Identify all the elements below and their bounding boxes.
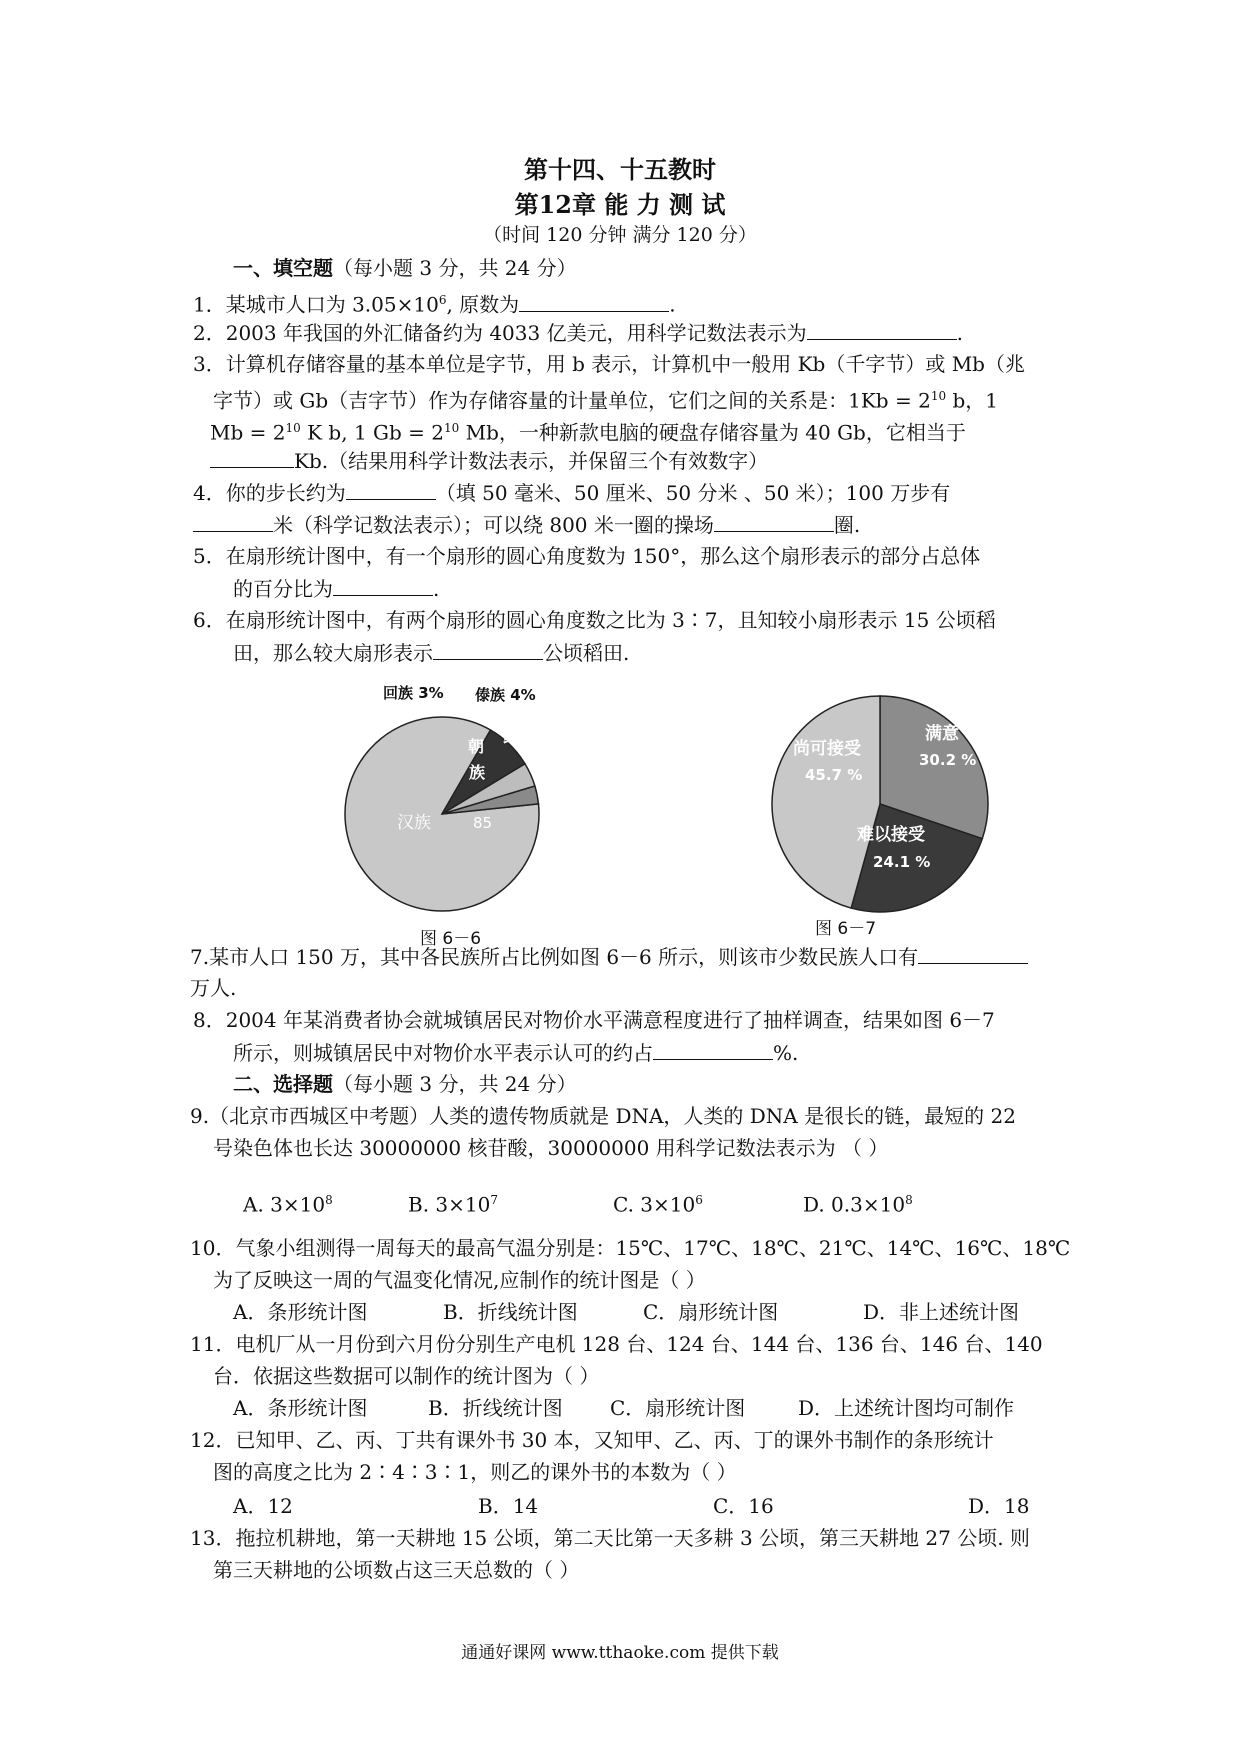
pie1-label-xian: 鲜 (503, 727, 520, 746)
q7-line2: 万人. (190, 976, 237, 1000)
q9-option-d[interactable]: D. $0.3\times 10^8$ (803, 1192, 913, 1217)
q3-line1: 3．计算机存储容量的基本单位是字节，用 b 表示，计算机中一般用 Kb（千字节）或 Mb（兆 (193, 352, 1025, 376)
q8-line2a: 所示，则城镇居民中对物价水平表示认可的约占 (233, 1041, 653, 1065)
pie1-label-zu: 族 (469, 763, 486, 782)
q12-line2: 图的高度之比为 2∶4∶3∶1，则乙的课外书的本数为（ ） (213, 1460, 737, 1484)
q3-line2-text: 字节）或 Gb（吉字节）作为存储容量的计量单位，它们之间的关系是：1Kb = 2 (213, 388, 931, 413)
q1-text: 1．某城市人口为 3.05×10 (193, 292, 439, 317)
q12-option-a[interactable]: A．12 (233, 1494, 293, 1518)
footer-download-note: 通通好课网 www.tthaoke.com 提供下载 (461, 1643, 779, 1663)
q5-line2 (233, 575, 439, 602)
pie2-label-hard: 难以接受 (857, 825, 925, 845)
pie1-label-han-value: 85 (473, 814, 493, 832)
pie-chart-satisfaction (745, 692, 1015, 942)
q1: 1．某城市人口为 $3.05\times 10^6$, 原数为 . (193, 292, 676, 317)
q10-option-a[interactable]: A．条形统计图 (233, 1300, 368, 1324)
pie1-label-han: 汉族 (397, 813, 431, 833)
q9-line2: 号染色体也长达 30000000 核苷酸，30000000 用科学记数法表示为 （ ） (213, 1136, 889, 1160)
q1-after: , 原数为 (446, 292, 520, 317)
q4-line2 (193, 511, 860, 538)
q8-line2b: %. (773, 1041, 799, 1065)
q3-blank[interactable] (210, 447, 294, 468)
q4-line2b: 圈. (833, 513, 861, 537)
pie1-label-hui: 回族 3% (383, 684, 444, 702)
q11-option-a[interactable]: A．条形统计图 (233, 1396, 368, 1420)
pie1-caption: 图 6－6 (420, 929, 482, 949)
q11-option-c[interactable]: C．扇形统计图 (610, 1396, 746, 1420)
q4-blank1[interactable] (346, 479, 436, 500)
q3-exp1: 10 (930, 389, 947, 403)
q8-line1: 8．2004 年某消费者协会就城镇居民对物价水平满意程度进行了抽样调查，结果如图 6－7 (193, 1008, 995, 1032)
q13-line2: 第三天耕地的公顷数占这三天总数的（ ） (213, 1558, 580, 1582)
q3-line2 (213, 383, 998, 414)
q10-line1: 10．气象小组测得一周每天的最高气温分别是：15℃、17℃、18℃、21℃、14℃、16℃、18℃ (190, 1236, 1071, 1260)
q12-option-d[interactable]: D．18 (968, 1494, 1030, 1518)
q11-line2: 台．依据这些数据可以制作的统计图为（ ） (213, 1364, 600, 1388)
q2-text: 2．2003 年我国的外汇储备约为 4033 亿美元，用科学记数法表示为 (193, 321, 807, 345)
q7-line1 (190, 943, 1028, 970)
q4-line1b: （填 50 毫米、50 厘米、50 分米 、50 米）；100 万步有 (435, 481, 951, 505)
q3-line4 (210, 447, 768, 474)
q6-line1: 6．在扇形统计图中，有两个扇形的圆心角度数之比为 3∶7，且知较小扇形表示 15 公顷稻 (193, 608, 996, 632)
q10-option-b[interactable]: B．折线统计图 (443, 1300, 578, 1324)
q8-blank[interactable] (653, 1039, 773, 1060)
chapter-title: 第12章 能 力 测 试 (514, 190, 726, 219)
q5-line2a: 的百分比为 (233, 577, 333, 601)
pie-chart-ethnic (325, 682, 565, 952)
q13-line1: 13．拖拉机耕地，第一天耕地 15 公顷，第二天比第一天多耕 3 公顷，第三天耕地 27 公顷. 则 (190, 1526, 1030, 1550)
page-title: 第十四、十五教时 (524, 155, 716, 184)
pie1-slices (345, 717, 539, 911)
q7-line1a: 7.某市人口 150 万，其中各民族所占比例如图 6－6 所示，则该市少数民族人口有 (190, 945, 919, 969)
q1-exp: 6 (438, 293, 447, 307)
section1-note: （每小题 3 分，共 24 分） (333, 256, 577, 280)
q9-option-c[interactable]: C. $3\times 10^6$ (613, 1192, 703, 1217)
pie1-label-chao: 朝 (468, 737, 485, 756)
q9-option-a[interactable]: A. $3\times 10^8$ (243, 1192, 333, 1217)
q11-line1: 11．电机厂从一月份到六月份分别生产电机 128 台、124 台、144 台、136 台、146 台、140 (190, 1332, 1043, 1356)
q4-blank2[interactable] (193, 511, 273, 532)
q11-option-b[interactable]: B．折线统计图 (428, 1396, 563, 1420)
pie2-label-acceptable: 尚可接受 (793, 739, 861, 759)
q3-line3 (210, 415, 966, 446)
q8-line2 (233, 1039, 798, 1066)
time-score-subtitle: （时间 120 分钟 满分 120 分） (483, 224, 757, 246)
q3-line3b: K b, 1 Gb = 2 (300, 420, 444, 445)
pie1-label-dai: 傣族 4% (475, 686, 536, 704)
q2-blank[interactable] (807, 319, 957, 340)
q7-blank[interactable] (918, 943, 1028, 964)
pie2-value-hard: 24.1 % (873, 853, 931, 871)
pie2-label-satisfied: 满意 (925, 724, 959, 744)
q4-blank3[interactable] (714, 511, 834, 532)
q11-option-d[interactable]: D．上述统计图均可制作 (798, 1396, 1015, 1420)
q5-line2b: . (433, 577, 440, 601)
q10-option-c[interactable]: C．扇形统计图 (643, 1300, 779, 1324)
section1-heading (233, 255, 577, 281)
q6-line2b: 公顷稻田. (543, 641, 630, 665)
q3-line4-text: Kb.（结果用科学计数法表示，并保留三个有效数字） (294, 449, 769, 473)
pie2-value-acceptable: 45.7 % (805, 766, 863, 784)
q3-exp3: 10 (444, 421, 460, 435)
section1-title: 一、填空题 (233, 256, 333, 280)
pie2-value-satisfied: 30.2 % (919, 751, 977, 769)
q3-line3a: Mb = 2 (210, 420, 286, 445)
q6-line2a: 田，那么较大扇形表示 (233, 641, 433, 665)
q3-exp2: 10 (285, 421, 301, 435)
section2-heading (233, 1071, 577, 1097)
q12-line1: 12．已知甲、乙、丙、丁共有课外书 30 本，又知甲、乙、丙、丁的课外书制作的条形统计 (190, 1428, 994, 1452)
q9-line1: 9.（北京市西城区中考题）人类的遗传物质就是 DNA，人类的 DNA 是很长的链，最短的 22 (190, 1104, 1016, 1128)
q3-line2-end: b，1 (946, 388, 998, 413)
pie2-caption: 图 6－7 (815, 919, 877, 939)
q10-line2: 为了反映这一周的气温变化情况,应制作的统计图是（ ） (213, 1268, 706, 1292)
q5-blank[interactable] (333, 575, 433, 596)
q3-line3c: Mb，一种新款电脑的硬盘存储容量为 40 Gb，它相当于 (459, 420, 966, 445)
q2: 2．2003 年我国的外汇储备约为 4033 亿美元，用科学记数法表示为 . (193, 321, 963, 345)
q4-line2a: 米（科学记数法表示）；可以绕 800 米一圈的操场 (273, 513, 714, 537)
section2-title: 二、选择题 (233, 1072, 333, 1096)
q5-line1: 5．在扇形统计图中，有一个扇形的圆心角度数为 150°，那么这个扇形表示的部分占总体 (193, 544, 981, 568)
section2-note: （每小题 3 分，共 24 分） (333, 1072, 577, 1096)
q12-option-b[interactable]: B．14 (478, 1494, 539, 1518)
q1-blank[interactable] (519, 291, 669, 312)
q12-option-c[interactable]: C．16 (713, 1494, 774, 1518)
q9-option-b[interactable]: B. $3\times 10^7$ (408, 1192, 498, 1217)
q4-line1 (193, 479, 950, 506)
q4-line1a: 4．你的步长约为 (193, 481, 346, 505)
q10-option-d[interactable]: D．非上述统计图 (863, 1300, 1020, 1324)
q6-line2 (233, 639, 629, 666)
q6-blank[interactable] (433, 639, 543, 660)
